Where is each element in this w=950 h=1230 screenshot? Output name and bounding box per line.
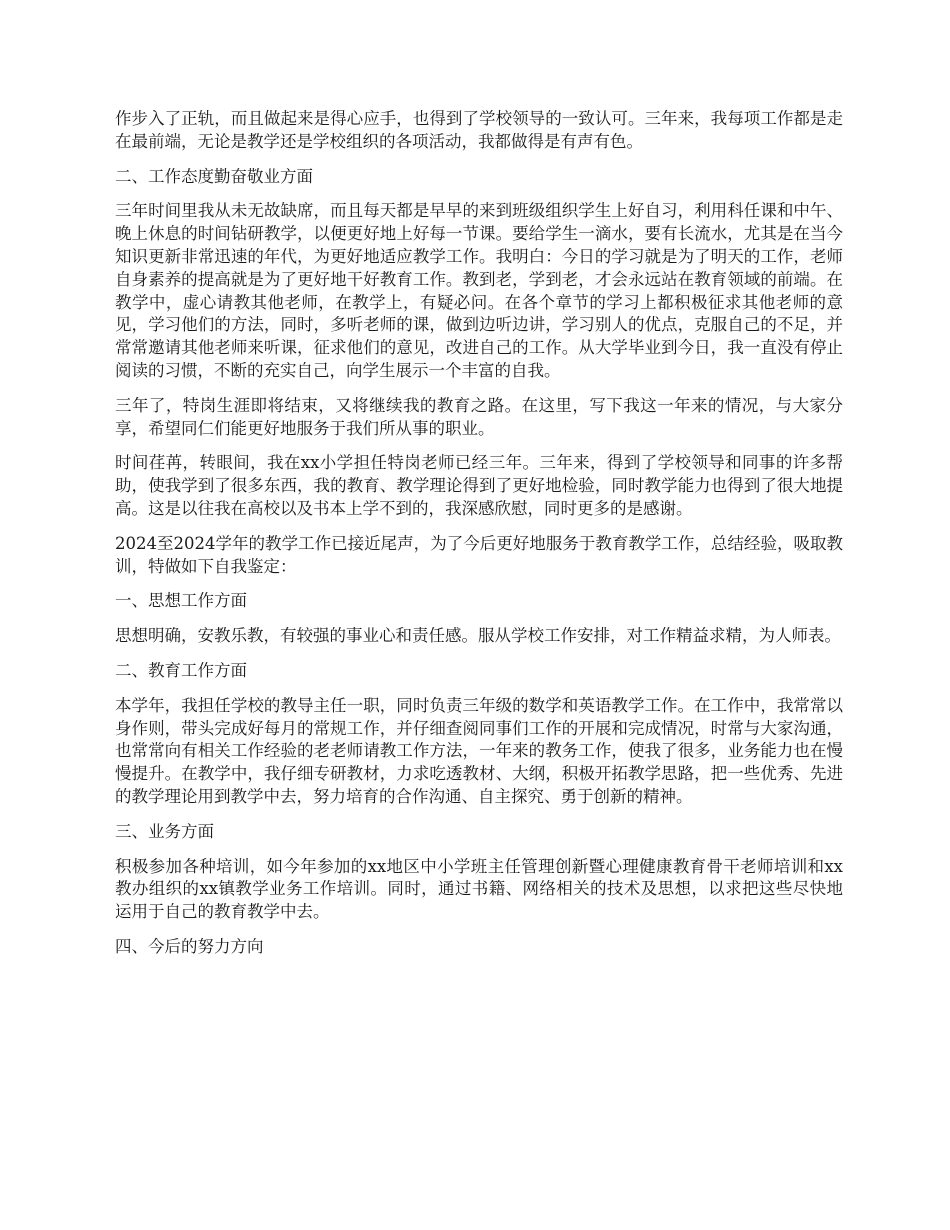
section-heading: 二、工作态度勤奋敬业方面 bbox=[115, 166, 313, 186]
paragraph: 本学年，我担任学校的教导主任一职，同时负责三年级的数学和英语教学工作。在工作中，我常常以身作则，带头完成好每月的常规工作，并仔细查阅同事们工作的开展和完成情况，时常与大家沟通，也常常向有相关工作经验的老老师请教工作方法，一年来的教务工作，使我了很多，业务能力也在慢慢提升。在教学中，我仔细专研教材，力求吃透教材、大纲，积极开拓教学思路，把一些优秀、先进的教学理论用到教学中去，努力培育的合作沟通、自主探究、勇于创新的精神。 bbox=[115, 695, 843, 806]
paragraph: 积极参加各种培训，如今年参加的xx地区中小学班主任管理创新暨心理健康教育骨干老师培训和xx教办组织的xx镇教学业务工作培训。同时，通过书籍、网络相关的技术及思想，以求把这些尽快地运用于自己的教育教学中去。 bbox=[115, 856, 843, 922]
document-body bbox=[115, 108, 843, 971]
paragraph: 2024至2024学年的教学工作已接近尾声，为了今后更好地服务于教育教学工作，总结经验，吸取教训，特做如下自我鉴定： bbox=[115, 533, 843, 576]
paragraph: 三年时间里我从未无故缺席，而且每天都是早早的来到班级组织学生上好自习，利用科任课和中午、晚上休息的时间钻研教学，以便更好地上好每一节课。要给学生一滴水，要有长流水，尤其是在当今知识更新非常迅速的年代，为更好地适应教学工作。我明白：今日的学习就是为了明天的工作，老师自身素养的提高就是为了更好地干好教育工作。教到老，学到老，才会永远站在教育领域的前端。在教学中，虚心请教其他老师，在教学上，有疑必问。在各个章节的学习上都积极征求其他老师的意见，学习他们的方法，同时，多听老师的课，做到边听边讲，学习别人的优点，克服自己的不足，并常常邀请其他老师来听课，征求他们的意见，改进自己的工作。从大学毕业到今日，我一直没有停止阅读的习惯，不断的充实自己，向学生展示一个丰富的自我。 bbox=[115, 201, 843, 380]
paragraph: 时间荏苒，转眼间，我在xx小学担任特岗老师已经三年。三年来，得到了学校领导和同事的许多帮助，使我学到了很多东西，我的教育、教学理论得到了更好地检验，同时教学能力也得到了很大地提高。这是以往我在高校以及书本上学不到的，我深感欣慰，同时更多的是感谢。 bbox=[115, 453, 843, 518]
paragraph: 作步入了正轨，而且做起来是得心应手，也得到了学校领导的一致认可。三年来，我每项工作都是走在最前端，无论是教学还是学校组织的各项活动，我都做得是有声有色。 bbox=[115, 109, 843, 151]
section-heading: 三、业务方面 bbox=[115, 821, 214, 841]
section-heading: 二、教育工作方面 bbox=[115, 660, 247, 680]
paragraph: 三年了，特岗生涯即将结束，又将继续我的教育之路。在这里，写下我这一年来的情况，与大家分享，希望同仁们能更好地服务于我们所从事的职业。 bbox=[115, 395, 843, 438]
section-heading: 四、今后的努力方向 bbox=[115, 936, 264, 956]
paragraph: 思想明确，安教乐教，有较强的事业心和责任感。服从学校工作安排，对工作精益求精，为人师表。 bbox=[115, 626, 841, 646]
section-heading: 一、思想工作方面 bbox=[115, 591, 247, 611]
